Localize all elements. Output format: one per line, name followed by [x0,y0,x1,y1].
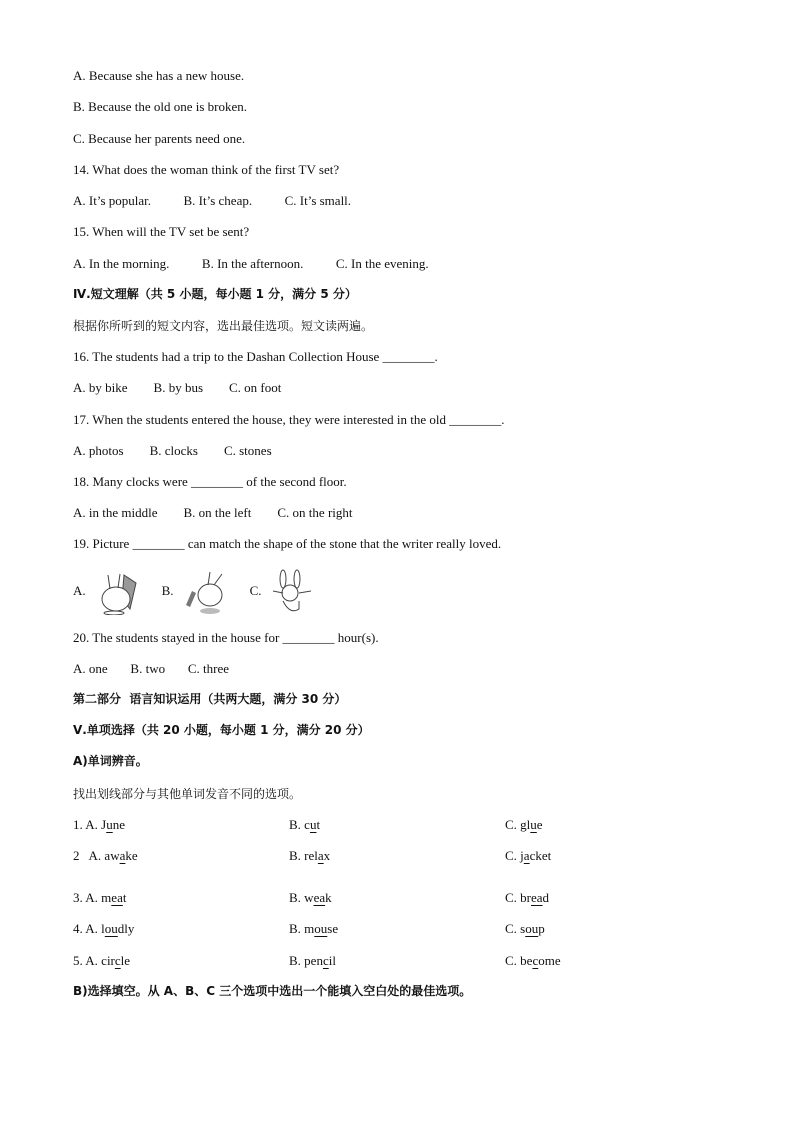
phonics-option [73,890,126,906]
subsection-a-instructions: 找出划线部分与其他单词发音不同的选项。 [73,787,302,801]
underlined-letters: ea [531,890,543,905]
option: A. by bike [73,380,128,395]
underlined-letters: u [530,817,537,832]
option: B. on the left [183,505,252,520]
option-label: B. [161,583,174,598]
word-part: B. m [289,921,315,936]
option: C. on the right [277,505,353,520]
word-part: B. rel [289,848,318,863]
word-part: k [325,890,332,905]
option: B. two [130,661,166,676]
underlined-letters: ou [314,921,328,936]
q15-options [73,256,429,272]
phonics-option [73,817,125,833]
q13-option-c: C. Because her parents need one. [73,131,246,146]
word-part: t [316,817,321,832]
word-part: aw [104,848,120,863]
underlined-letters: a [119,848,126,863]
question-number: 5. A. [73,953,102,968]
underlined-letters: u [309,817,317,832]
section4-title: Ⅳ.短文理解（共 5 小题，每小题 1 分，满分 5 分） [73,287,357,301]
rabbit-pulling-carrot-image [182,569,228,615]
phonics-option [289,817,320,833]
word-part: J [101,817,107,832]
section5-title: Ⅴ.单项选择（共 20 小题，每小题 1 分，满分 20 分） [73,723,370,737]
phonics-option [289,953,336,969]
rabbit-line-drawing-image [269,569,315,615]
option: A. in the middle [73,505,158,520]
word-part: l [101,921,105,936]
q13-option-b: B. Because the old one is broken. [73,99,248,114]
option: A. photos [73,443,124,458]
word-part: p [538,921,545,936]
option: A. In the morning. [73,256,170,271]
word-part: cket [529,848,552,863]
word-part: il [328,953,336,968]
q15-question: 15. When will the TV set be sent? [73,224,250,239]
phonics-option [73,953,130,969]
option: B. clocks [149,443,198,458]
part2-title: 第二部分 语言知识运用（共两大题，满分 30 分） [73,692,347,706]
option: C. on foot [229,380,282,395]
phonics-option [289,921,338,937]
question-number: 4. A. [73,921,102,936]
q18-options [73,505,353,521]
option: C. three [187,661,229,676]
q19-question: 19. Picture ________ can match the shape of the stone that the writer really loved. [73,536,502,551]
rabbit-carrot-image [94,569,140,615]
underlined-letters: c [114,953,121,968]
underlined-letters: ea [313,890,326,905]
q14-question: 14. What does the woman think of the first TV set? [73,162,340,177]
word-part: x [323,848,331,863]
option: C. It’s small. [284,193,352,208]
underlined-letters: ea [111,890,123,905]
section4-instructions: 根据你所听到的短文内容，选出最佳选项。短文读两遍。 [73,319,374,333]
question-number: 1. A. [73,817,102,832]
option: C. In the evening. [335,256,429,271]
phonics-option [73,848,138,864]
word-part: C. gl [505,817,531,832]
word-part: cir [101,953,115,968]
word-part: C. be [505,953,533,968]
word-part: B. w [289,890,314,905]
word-part: C. br [505,890,531,905]
phonics-option [289,890,332,906]
option: B. by bus [153,380,204,395]
word-part: ke [125,848,138,863]
word-part: le [120,953,131,968]
word-part: t [122,890,127,905]
underlined-letters: ou [525,921,539,936]
q20-question: 20. The students stayed in the house for ________ hour(s). [73,630,379,645]
q20-options [73,661,229,677]
underlined-letters: a [523,848,530,863]
option: B. In the afternoon. [201,256,304,271]
option: B. It’s cheap. [183,193,253,208]
underlined-letters: ou [104,921,118,936]
phonics-option [505,848,551,864]
option: C. stones [223,443,272,458]
q17-options [73,443,272,459]
q16-question: 16. The students had a trip to the Dashan Collection House ________. [73,349,438,364]
word-part: d [542,890,550,905]
word-part: se [327,921,339,936]
q14-options [73,193,351,209]
q19-options [73,566,337,616]
phonics-option [73,921,134,937]
underlined-letters: u [106,817,113,832]
phonics-option [505,890,549,906]
underlined-letters: c [532,953,539,968]
word-part: B. c [289,817,310,832]
word-part: dly [117,921,135,936]
q13-option-a: A. Because she has a new house. [73,68,245,83]
q17-question: 17. When the students entered the house, they were interested in the old ________. [73,412,505,427]
question-number: 3. A. [73,890,102,905]
word-part: B. pen [289,953,323,968]
q16-options [73,380,281,396]
q18-question: 18. Many clocks were ________ of the second floor. [73,474,347,489]
word-part: C. s [505,921,526,936]
underlined-letters: a [317,848,324,863]
phonics-option [505,921,545,937]
word-part: m [101,890,112,905]
phonics-option [505,953,561,969]
option-label: A. [73,583,86,598]
word-part: ome [538,953,561,968]
option-label: C. [249,583,262,598]
word-part: ne [112,817,126,832]
word-part: e [536,817,543,832]
word-part: C. j [505,848,524,863]
underlined-letters: c [322,953,329,968]
phonics-option [505,817,543,833]
question-number: 2 A. [73,848,105,863]
phonics-option [289,848,330,864]
subsection-a-title: A)单词辨音。 [73,754,148,768]
option: A. one [73,661,108,676]
subsection-b-title: B)选择填空。从 A、B、C 三个选项中选出一个能填入空白处的最佳选项。 [73,984,472,998]
option: A. It’s popular. [73,193,151,208]
